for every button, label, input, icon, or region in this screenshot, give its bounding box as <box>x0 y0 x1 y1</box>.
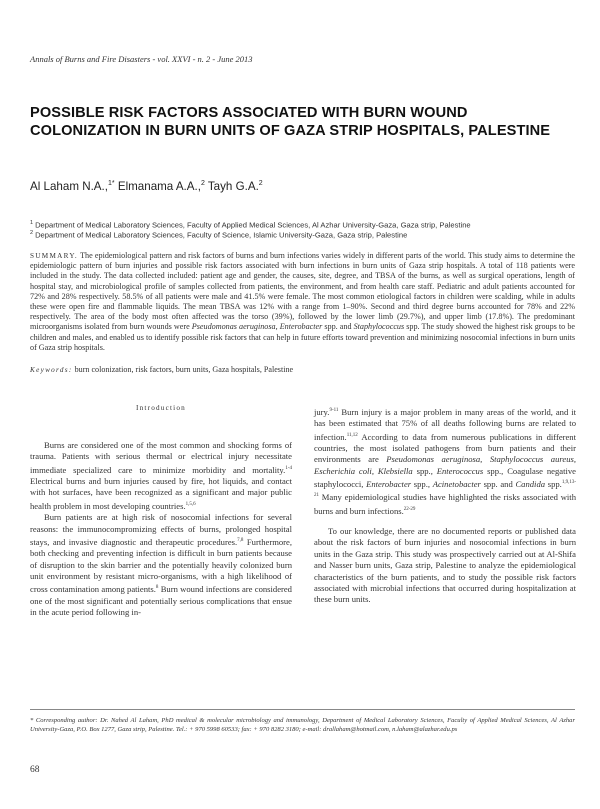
citation: 8 <box>155 585 159 591</box>
paragraph-text: Electrical burns and burn injuries caused by fire, hot liquids, and contact with hot surfaces, have been recognized as a significant and major public health problem in most developing countries. <box>30 476 292 511</box>
paragraph-text: Burn injury is a major problem in many areas of the world, and it has been estimated that 75% of all deaths following burns are related to infection. <box>314 406 576 442</box>
paragraph-text: spp., <box>412 465 437 476</box>
summary-label: SUMMARY. <box>30 252 79 260</box>
organism-name: Enterobacter <box>279 322 323 332</box>
paragraph <box>314 526 576 606</box>
page-number: 68 <box>30 765 40 775</box>
footnote-divider <box>30 709 575 710</box>
affiliation-number: 2 <box>30 230 34 236</box>
organism-name: Acinetobacter <box>432 479 481 490</box>
organism-name: Staphylococcus <box>353 322 405 332</box>
citation: 9-11 <box>329 408 339 413</box>
citation: 1-4 <box>285 465 292 471</box>
affiliation-text: Department of Medical Laboratory Sciences, Faculty of Science, Islamic University-Gaza, Gaza strip, Palestine <box>35 230 408 240</box>
organism-name: Enterobacter <box>366 479 412 490</box>
keywords-label: Keywords: <box>30 366 73 374</box>
author-superscript: 2 <box>258 180 263 188</box>
paragraph-text: Burns are considered one of the most common and shocking forms of trauma. Patients with serious thermal or electrical injury necessitate immediate specialized care to minimize morbidity and mortality. <box>30 440 292 475</box>
paragraph-text: Many epidemiological studies have highlighted the risks associated with burns and burn infections. <box>314 492 576 516</box>
citation: 22-29 <box>403 506 416 512</box>
article-title: POSSIBLE RISK FACTORS ASSOCIATED WITH BURN WOUND COLONIZATION IN BURN UNITS OF GAZA STRIP HOSPITALS, PALESTINE <box>30 105 551 139</box>
author-list <box>30 180 263 193</box>
paragraph-text: jury. <box>314 406 330 417</box>
paragraph <box>30 512 292 618</box>
organism-name: Pseudomonas aeruginosa <box>191 322 276 332</box>
summary-text: spp. The study showed the highest risk groups to be children and males, and enabled us to identify possible risk factors that can help in future efforts toward prevention and minimizing nosocomial infections in burn units of Gaza strip hospitals. <box>30 322 575 352</box>
paragraph-text: To our knowledge, there are no documented reports or published data about the risk factors of burn injuries and nosocomial infections in burn units in the Gaza strip. This study was prospectively carried out at Al-Shifa and Nasser burn units, Gaza strip, Palestine to analyze the epidemiological characteristics of the burn patients, and to study the possible risk factors associated with microbial infections that occurred during hospitalization at these burn units. <box>314 525 576 605</box>
paragraph-text: spp. and <box>480 479 516 490</box>
paragraph-text: spp. <box>545 479 562 490</box>
paragraph-text: spp., <box>411 479 433 490</box>
author-name: Al Laham N.A., <box>30 180 108 193</box>
author-name: Tayh G.A. <box>204 180 259 193</box>
keywords <box>30 365 293 374</box>
paragraph-text: According to data from numerous publications in different countries, the most isolated pathogens from burn patients and their environments are <box>314 431 576 465</box>
summary-text: The epidemiological pattern and risk factors of burns and burn infections varies widely in different parts of the world. This study aims to determine the epidemiologic pattern of burn injuries and possible risk factors associated with burn infections in burn units of Gaza strip hospitals. A total of 118 patients were included in the study. The data collected included: patient age and gender, the causes, site, degree, and TBSA of the burns, as well as surgical operations, length of hospital stay, and microbiological profile of samples collected from patients, the environment, and from health care staff. Pediatric and adult patients accounted for 72% and 28% respectively. 58.5% of all patients were male and 41.5% were female. The most common etiological factors in children were scalding, while in adults these were open fire and flammable liquids. The mean TBSA was 12% with a range from 1–90%. Second and third degree burns accounted for 78% and 22% respectively. The area of the body most often affected was the torso (39%), followed by the lower limb (29.7%), and upper limb (17.8%). The predominant microorganisms isolated from burn wounds were <box>30 251 575 332</box>
summary-text: , <box>275 322 280 332</box>
corresponding-author-footnote: * Corresponding author: Dr. Nahed Al Laham, PhD medical & molecular microbiology and immunology, Department of Medical Laboratory Sciences, Faculty of Applied Medical Sciences, Al Azhar University-Gaza, P.O. Box 1277, Gaza strip, Palestine. Tel.: + 970 5998 60533; fax: + 970 8282 3180; e-mail: drallaham@hotmail.com, n.laham@alazhar.edu.ps <box>30 717 575 733</box>
citation: 11,12 <box>346 432 358 438</box>
paragraph-text: Burn wound infections are considered one of the most significant and potentially serious complications that ensue in the acute period following in- <box>30 584 292 618</box>
organism-name: Pseudomonas aeruginosa, Staphylococcus aureus, Escherichia coli, Klebsiella <box>314 454 576 476</box>
affiliation-text: Department of Medical Laboratory Sciences, Faculty of Applied Medical Sciences, Al Azhar University-Gaza, Gaza strip, Palestine <box>35 220 471 230</box>
author-superscript: 1* <box>107 180 115 188</box>
paragraph <box>314 405 576 517</box>
summary-abstract <box>30 251 575 353</box>
paragraph-text: spp., Coagulase negative staphylococci, <box>314 465 576 490</box>
citation: 1,5,6 <box>185 501 196 507</box>
organism-name: Candida <box>515 479 546 490</box>
organism-name: Enterococcus <box>436 465 484 476</box>
affiliation-1 <box>30 220 471 230</box>
section-heading-introduction: Introduction <box>136 404 186 412</box>
author-name: Elmanama A.A., <box>114 180 201 193</box>
affiliation-2 <box>30 230 407 240</box>
author-superscript: 2 <box>200 180 205 188</box>
citation: 7,8 <box>237 537 244 543</box>
keywords-text: burn colonization, risk factors, burn units, Gaza hospitals, Palestine <box>72 365 294 374</box>
journal-line: Annals of Burns and Fire Disasters - vol. XXVI - n. 2 - June 2013 <box>30 54 253 64</box>
paragraph-text: Furthermore, both checking and preventing infection is difficult in burn patients because of disruption to the skin barrier and the potentially heavily colonized burn unit environment by resistant micro-organisms, with a high likelihood of cross contamination among patients. <box>30 536 292 595</box>
right-column <box>314 405 576 606</box>
paragraph <box>30 440 292 512</box>
paragraph-text: Burn patients are at high risk of nosocomial infections for several reasons: the immunocompromizing effects of burns, prolonged hospital stays, and invasive diagnostic and therapeutic procedures. <box>30 512 292 547</box>
left-column <box>30 440 292 619</box>
affiliation-number: 1 <box>30 220 34 226</box>
citation: 1,9,13-21 <box>314 480 576 499</box>
summary-text: spp. and <box>322 322 354 332</box>
